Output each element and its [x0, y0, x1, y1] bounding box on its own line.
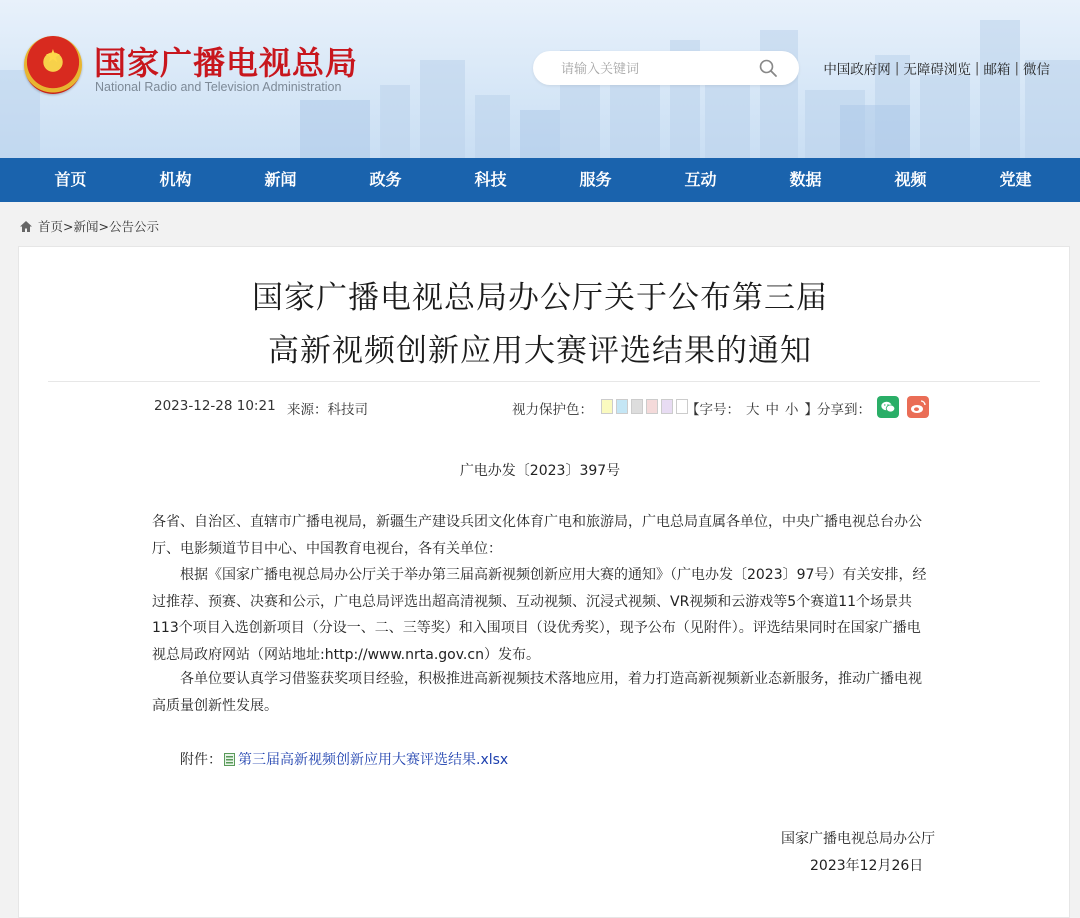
nav-item-services[interactable]: 服务: [579, 170, 612, 189]
signature-organization: 国家广播电视总局办公厅: [781, 831, 935, 847]
article-title-line1: 国家广播电视总局办公厅关于公布第三届: [252, 280, 828, 316]
publish-date: 2023-12-28 10:21: [154, 398, 276, 414]
paragraph-recipients: 各省、自治区、直辖市广播电视局，新疆生产建设兵团文化体育广电和旅游局，广电总局直属各单位，中央广播电视总台办公厅、电影频道节目中心、中国教育电视台，各有关单位：: [152, 514, 922, 557]
nav-item-party-building[interactable]: 党建: [999, 170, 1032, 189]
link-separator: |: [894, 60, 900, 76]
nav-item-government-affairs[interactable]: 政务: [369, 170, 402, 189]
color-swatch-gray[interactable]: [631, 399, 643, 414]
nav-item-home[interactable]: 首页: [54, 170, 87, 189]
spreadsheet-file-icon: [224, 753, 235, 766]
color-swatch-pink[interactable]: [646, 399, 658, 414]
font-size-medium[interactable]: 中: [765, 402, 779, 418]
attachment-link[interactable]: 第三届高新视频创新应用大赛评选结果.xlsx: [238, 752, 509, 768]
link-wechat[interactable]: 微信: [1023, 62, 1050, 78]
nav-item-video[interactable]: 视频: [894, 170, 927, 189]
font-size-bracket-close: 】: [804, 402, 818, 418]
breadcrumb-news[interactable]: 新闻: [73, 219, 99, 234]
attachment-label: 附件：: [180, 752, 222, 768]
main-nav: [0, 158, 1080, 202]
site-name[interactable]: 国家广播电视总局: [94, 44, 359, 82]
wechat-icon: [880, 399, 896, 415]
font-size-control: [686, 398, 818, 418]
eye-protection-colors: [601, 399, 688, 414]
article-source: 来源：科技司: [287, 402, 368, 418]
nav-item-technology[interactable]: 科技: [474, 170, 507, 189]
attachment: [180, 749, 508, 769]
nav-item-data[interactable]: 数据: [789, 170, 822, 189]
nav-item-interaction[interactable]: 互动: [684, 170, 717, 189]
font-size-label: 【字号：: [686, 402, 740, 418]
paragraph-requirements: 各单位要认真学习借鉴获奖项目经验，积极推进高新视频技术落地应用，着力打造高新视频新业态新服务，推动广播电视高质量创新性发展。: [152, 671, 922, 714]
breadcrumb-separator: >: [98, 218, 109, 234]
breadcrumb: [19, 217, 159, 235]
article-title-line2: 高新视频创新应用大赛评选结果的通知: [268, 333, 812, 369]
share-label: 分享到：: [817, 402, 871, 418]
national-emblem-logo[interactable]: [24, 36, 82, 94]
paragraph-main: 根据《国家广播电视总局办公厅关于举办第三届高新视频创新应用大赛的通知》（广电办发〔2023〕97号）有关安排，经过推荐、预赛、决赛和公示，广电总局评选出超高清视频、互动视频、沉浸式视频、VR视频和云游戏等5个赛道11个场景共113个项目入选创新项目（分设一、二、三等奖）和入围项目（设优秀奖），现予公布（见附件）。评选结果同时在国家广播电视总局政府网站（网站地址:http://www.nrta.gov.cn）发布。: [152, 567, 927, 663]
search-input[interactable]: [559, 59, 763, 79]
site-name-english: National Radio and Television Administration: [95, 80, 342, 94]
document-number: 广电办发〔2023〕397号: [459, 463, 621, 479]
eye-protection-label: 视力保护色：: [512, 402, 593, 418]
weibo-icon: [910, 399, 926, 415]
share-wechat-button[interactable]: [877, 396, 899, 418]
link-separator: |: [1014, 60, 1019, 76]
link-separator: |: [974, 60, 980, 76]
home-icon: [19, 220, 33, 233]
share-weibo-button[interactable]: [907, 396, 929, 418]
color-swatch-purple[interactable]: [661, 399, 673, 414]
breadcrumb-announcements[interactable]: 公告公示: [109, 219, 160, 234]
top-links: [823, 58, 1050, 78]
breadcrumb-separator: >: [63, 218, 74, 234]
title-divider: [48, 381, 1040, 382]
link-accessibility[interactable]: 无障碍浏览: [903, 62, 971, 78]
search-icon[interactable]: [758, 58, 778, 78]
font-size-large[interactable]: 大: [746, 402, 760, 418]
link-mailbox[interactable]: 邮箱: [983, 62, 1011, 78]
signature-date: 2023年12月26日: [810, 858, 924, 874]
nav-item-organization[interactable]: 机构: [159, 170, 192, 189]
color-swatch-blue[interactable]: [616, 399, 628, 414]
breadcrumb-home[interactable]: 首页: [38, 219, 64, 234]
nav-item-news[interactable]: 新闻: [264, 170, 297, 189]
font-size-small[interactable]: 小: [785, 402, 799, 418]
link-gov-portal[interactable]: 中国政府网: [823, 62, 891, 78]
color-swatch-yellow[interactable]: [601, 399, 613, 414]
